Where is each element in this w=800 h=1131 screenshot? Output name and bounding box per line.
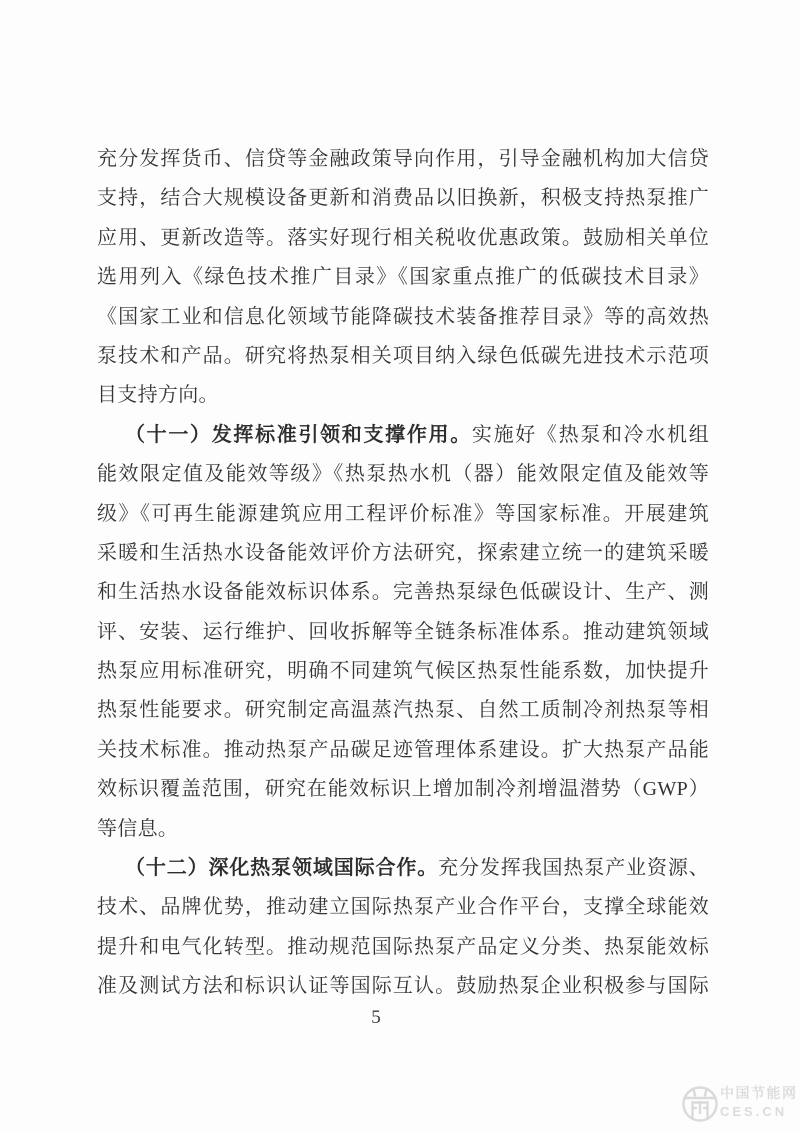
text-line: 选用列入《绿色技术推广目录》《国家重点推广的低碳技术目录》: [97, 266, 709, 289]
document-body: [97, 140, 709, 1007]
text-line: 评、安装、运行维护、回收拆解等全链条标准体系。推动建筑领域: [97, 620, 709, 643]
paragraph-heading: （十二）深化热泵领域国际合作。: [125, 857, 439, 880]
text-line: 技术、品牌优势，推动建立国际热泵产业合作平台，支撑全球能效: [97, 896, 709, 919]
watermark-site-name: 中国节能网: [720, 1085, 798, 1101]
text-line: 采暖和生活热水设备能效评价方法研究，探索建立统一的建筑采暖: [97, 541, 709, 564]
text-line: 目支持方向。: [97, 384, 219, 407]
text-line: 应用、更新改造等。落实好现行相关税收优惠政策。鼓励相关单位: [97, 226, 709, 249]
text-line: 提升和电气化转型。推动规范国际热泵产品定义分类、热泵能效标: [97, 935, 709, 958]
watermark-text: [720, 1085, 798, 1121]
text-line: 支持，结合大规模设备更新和消费品以旧换新，积极支持热泵推广: [97, 187, 709, 210]
watermark-site-domain: CES.CN: [720, 1104, 788, 1119]
text-line: 泵技术和产品。研究将热泵相关项目纳入绿色低碳先进技术示范项: [97, 344, 709, 367]
page-number: 5: [371, 1007, 381, 1028]
text-line: 《国家工业和信息化领域节能降碳技术装备推荐目录》等的高效热: [97, 305, 709, 328]
text-line: 热泵性能要求。研究制定高温蒸汽热泵、自然工质制冷剂热泵等相: [97, 699, 709, 722]
paragraph-heading: （十一）发挥标准引领和支撑作用。: [125, 423, 472, 446]
text-line: 充分发挥货币、信贷等金融政策导向作用，引导金融机构加大信贷: [97, 148, 709, 170]
text-line: 能效限定值及能效等级》《热泵热水机（器）能效限定值及能效等: [97, 463, 709, 486]
text-line: 关技术标准。推动热泵产品碳足迹管理体系建设。扩大热泵产品能: [97, 738, 709, 761]
watermark: [681, 1082, 798, 1124]
text-line: 级》《可再生能源建筑应用工程评价标准》等国家标准。开展建筑: [97, 502, 709, 525]
text-line: 准及测试方法和标识认证等国际互认。鼓励热泵企业积极参与国际: [97, 975, 709, 998]
text-line: 效标识覆盖范围，研究在能效标识上增加制冷剂增温潜势（GWP）: [97, 778, 709, 801]
text-line: 等信息。: [97, 817, 179, 840]
text-line: （十二）深化热泵领域国际合作。充分发挥我国热泵产业资源、: [125, 857, 709, 880]
text-line: （十一）发挥标准引领和支撑作用。实施好《热泵和冷水机组: [125, 423, 709, 446]
ces-logo-icon: [681, 1082, 719, 1124]
text-line: 热泵应用标准研究，明确不同建筑气候区热泵性能系数，加快提升: [97, 660, 709, 683]
text-line: 和生活热水设备能效标识体系。完善热泵绿色低碳设计、生产、测: [97, 581, 709, 604]
